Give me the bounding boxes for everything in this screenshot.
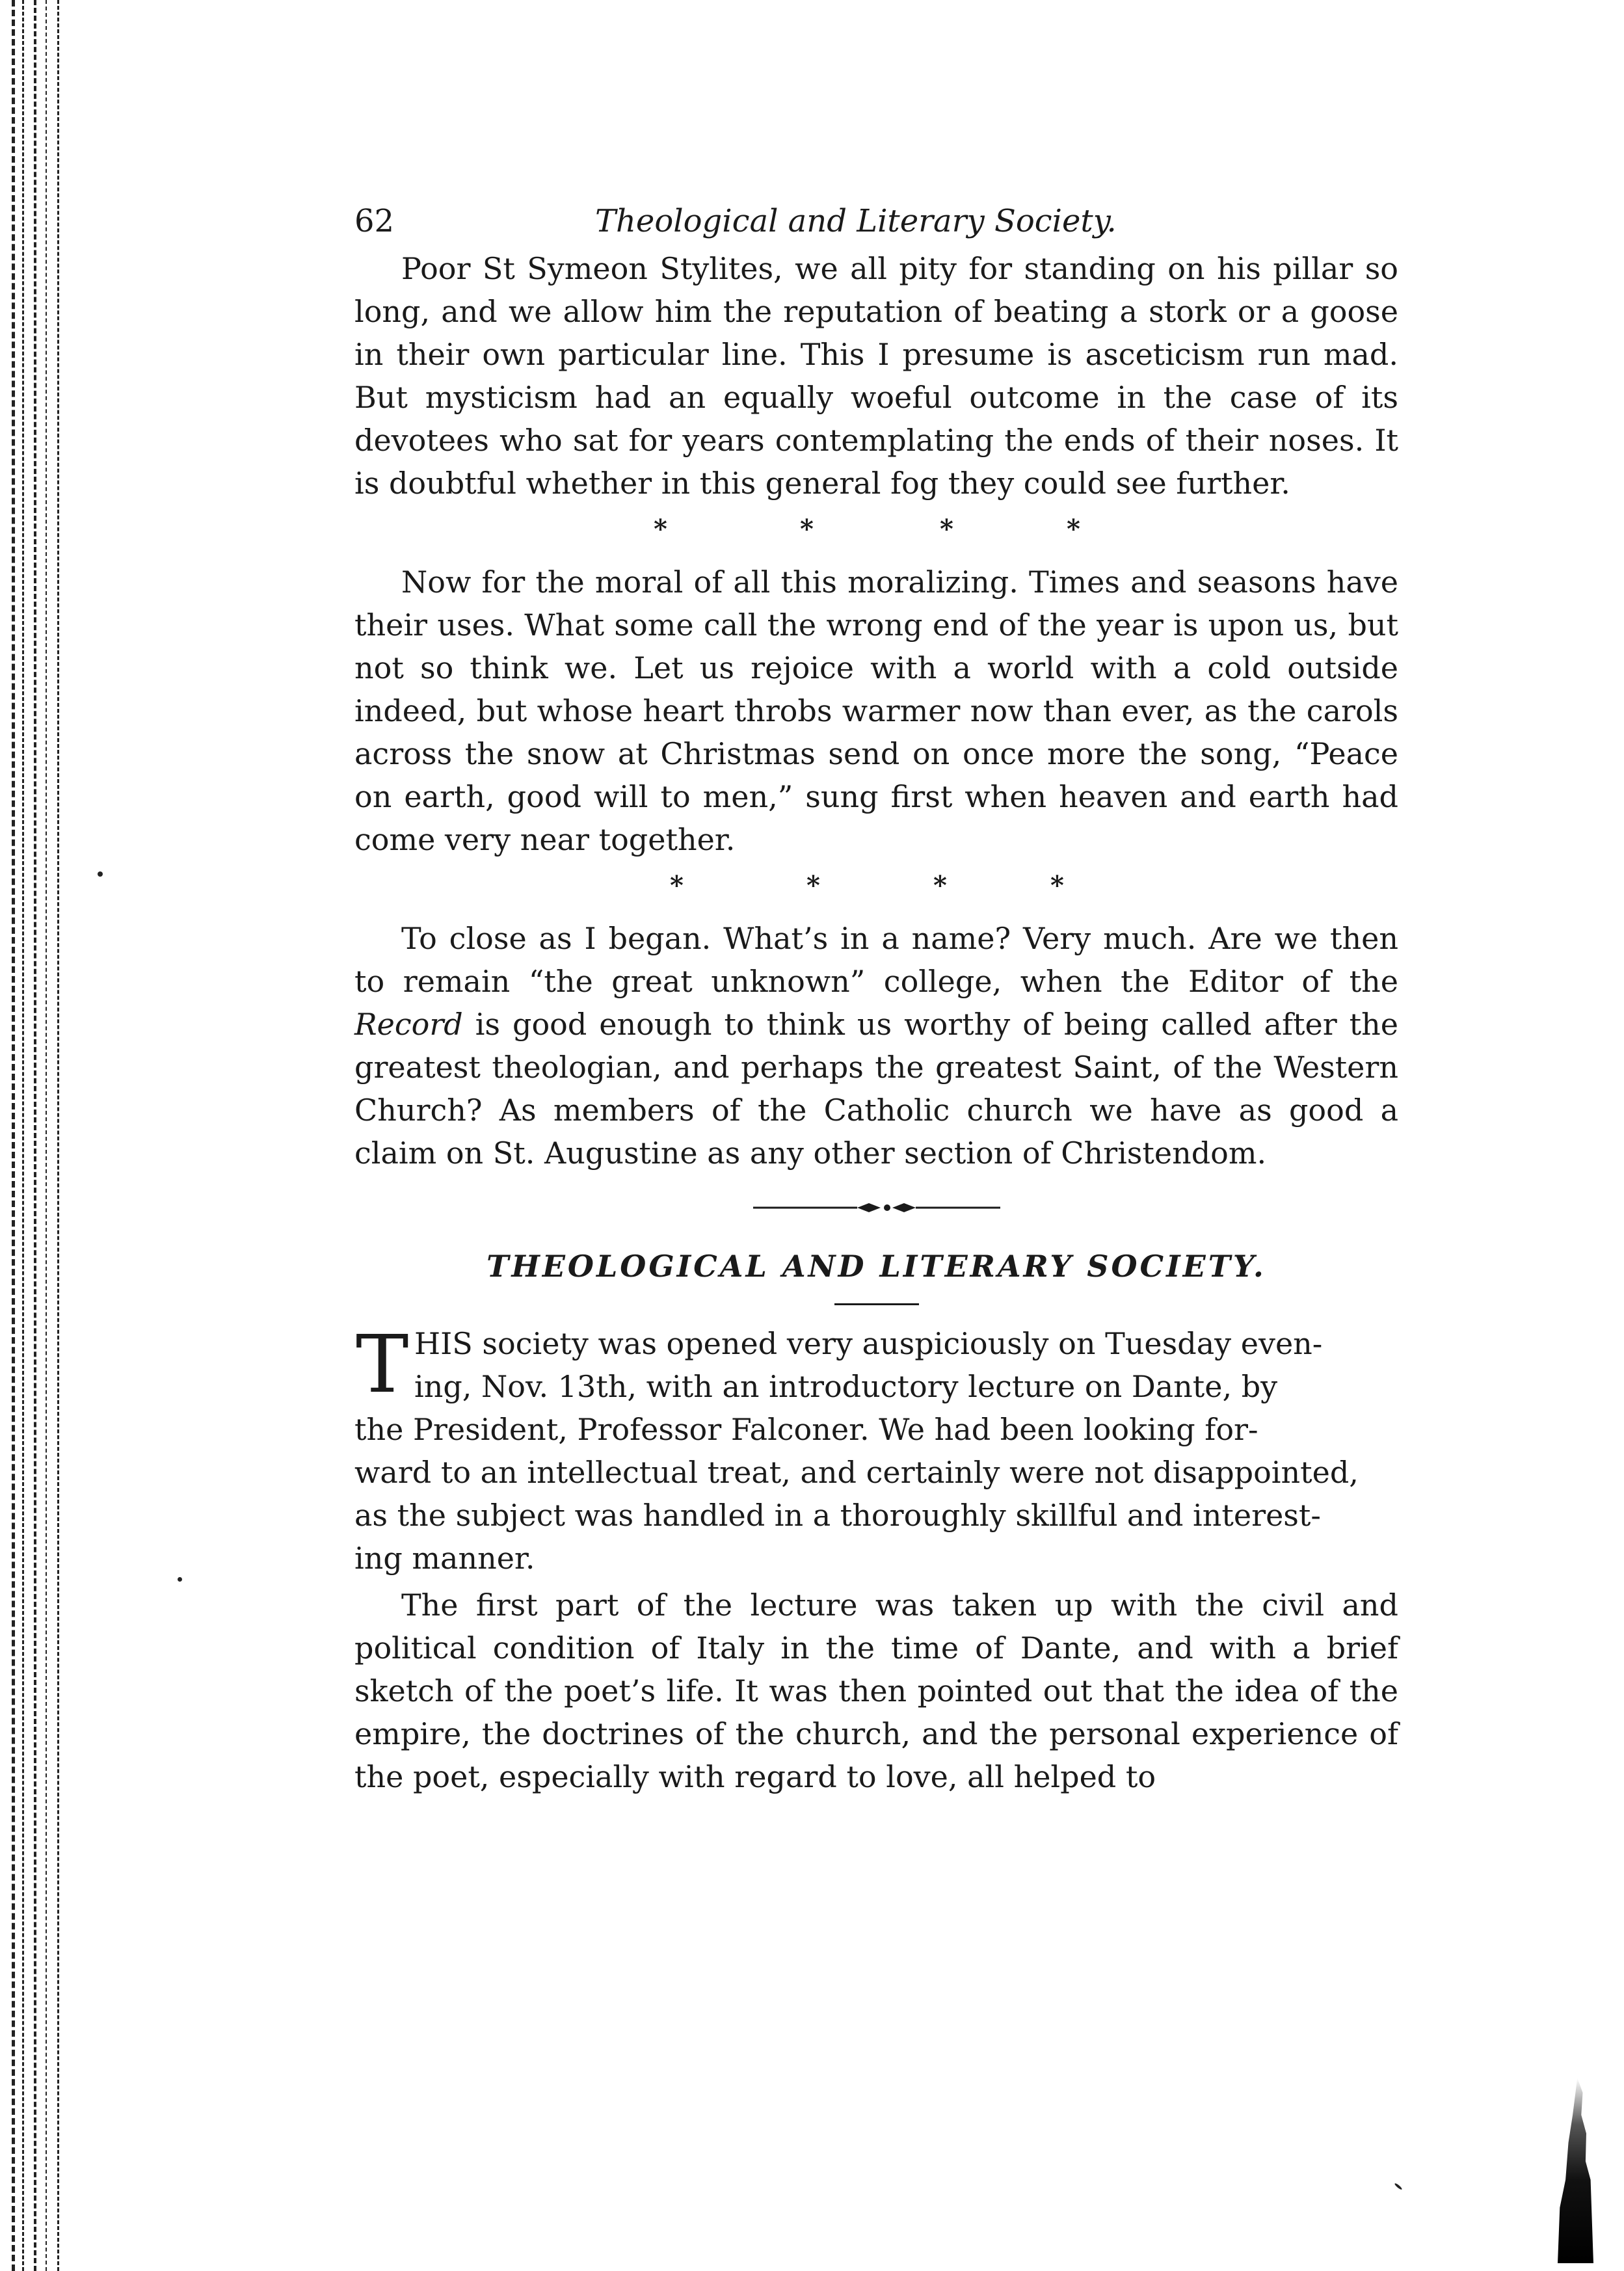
- asterisk: *: [806, 870, 820, 901]
- drop-cap: T: [356, 1318, 409, 1411]
- text-line: the President, Professor Falconer. We had been looking for-: [354, 1412, 1258, 1447]
- paragraph-name: [354, 917, 1398, 1175]
- gutter-line: [12, 0, 15, 2271]
- asterism-separator: [354, 510, 1398, 555]
- page-number: 62: [354, 203, 395, 239]
- title-rule: [834, 1303, 919, 1305]
- paragraph-moral: Now for the moral of all this moralizing. Times and seasons have their uses. What some call the wrong end of the year is upon us, but not so think we. Let us rejoice with a world with a cold outside indeed, but whose heart throbs warmer now than ever, as the carols across the snow at Christmas send on once more the song, “Peace on earth, good will to men,” sung first when heaven and earth had come very near together.: [354, 564, 1398, 857]
- article-title: THEOLOGICAL AND LITERARY SOCIETY.: [486, 1249, 1266, 1284]
- opening-lines: [354, 1318, 1398, 1580]
- paragraph-society-opening: [354, 1318, 1398, 1580]
- text-line: ing, Nov. 13th, with an introductory lecture on Dante, by: [414, 1369, 1278, 1404]
- record-title: Record: [354, 1007, 463, 1042]
- paragraph-text: is good enough to think us worthy of being called after the greatest theologian, and perhaps the greatest Saint, of the Western Church? As members of the Catholic church we have as good a claim on St. Augustine as any other section of Christendom.: [354, 1007, 1398, 1171]
- asterisk: *: [670, 870, 684, 901]
- asterisk: *: [654, 514, 667, 544]
- scan-speck: [98, 871, 103, 877]
- gutter-line: [46, 0, 47, 2271]
- paragraph-stylites: Poor St Symeon Stylites, we all pity for standing on his pillar so long, and we allow him the reputation of beating a stork or a goose in their own particular line. This I presume is asceticism run mad. But mysticism had an equally woeful outcome in the case of its devotees who sat for years contemplating the ends of their noses. It is doubtful whether in this general fog they could see further.: [354, 251, 1398, 501]
- scan-speck: [1394, 2183, 1402, 2190]
- asterisk: *: [1050, 870, 1064, 901]
- asterisk: *: [940, 514, 953, 544]
- scan-gutter: [0, 0, 91, 2271]
- running-title: Theological and Literary Society.: [595, 203, 1117, 239]
- text-line: ward to an intellectual treat, and certainly were not disappointed,: [354, 1455, 1359, 1490]
- scan-edge-shadow: [1558, 2078, 1593, 2263]
- asterism-separator: [354, 866, 1398, 912]
- gutter-line: [22, 0, 24, 2271]
- asterisk: *: [1067, 514, 1080, 544]
- asterisk: *: [800, 514, 814, 544]
- text-line: HIS society was opened very auspiciously on Tuesday even-: [414, 1326, 1323, 1361]
- paragraph-lecture: The first part of the lecture was taken up with the civil and political condition of Italy in the time of Dante, and with a brief sketch of the poet’s life. It was then pointed out that the idea of the empire, the doctrines of the church, and the personal experience of the poet, especially with regard to love, all helped to: [354, 1587, 1398, 1794]
- gutter-line: [34, 0, 36, 2271]
- ornament-rule: [753, 1198, 1000, 1217]
- page-content: [354, 195, 1398, 1798]
- text-line: ing manner.: [354, 1541, 535, 1576]
- text-line: as the subject was handled in a thoroughly skillful and interest-: [354, 1498, 1321, 1533]
- running-head: [354, 195, 1398, 247]
- paragraph-text: To close as I began. What’s in a name? Very much. Are we then to remain “the great unknown” college, when the Editor of the: [354, 921, 1398, 999]
- asterisk: *: [933, 870, 947, 901]
- scan-speck: [178, 1577, 182, 1582]
- gutter-line: [57, 0, 59, 2271]
